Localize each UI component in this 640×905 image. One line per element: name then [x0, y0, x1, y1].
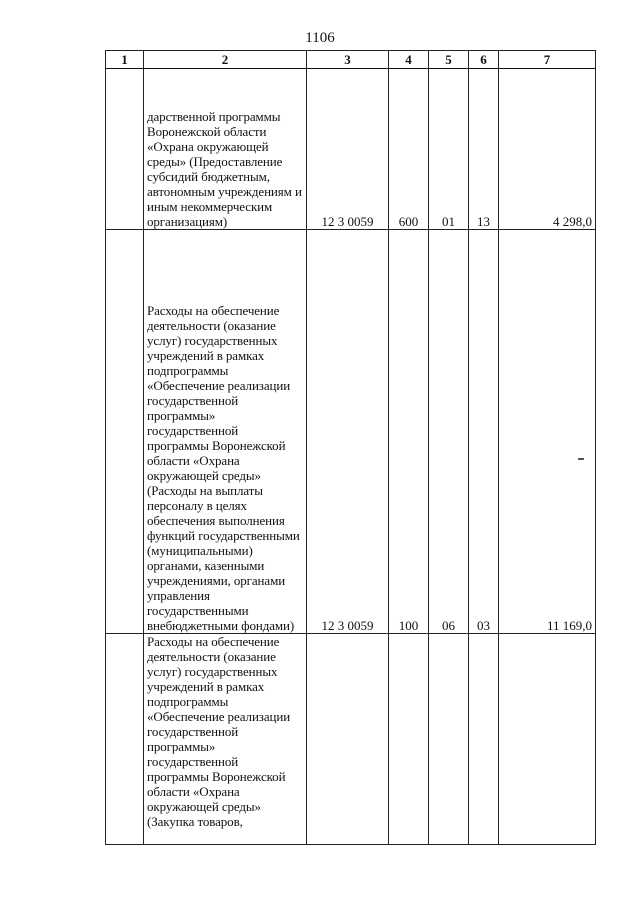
table-row [106, 69, 596, 230]
header-col-3: 3 [307, 51, 389, 69]
subsection-code: 03 [469, 230, 499, 634]
section-code [429, 634, 469, 845]
subsection-code: 13 [469, 69, 499, 230]
header-col-4: 4 [389, 51, 429, 69]
section-code: 06 [429, 230, 469, 634]
table-header-row [106, 51, 596, 69]
header-col-1: 1 [106, 51, 144, 69]
table-row [106, 230, 596, 634]
table-row [106, 634, 596, 845]
expense-description: дарственной программы Воронежской области «Охрана окружающей среды» (Предоставление субсидий бюджетным, автономным учреждениям и иным некоммерческим организациям) [144, 69, 307, 230]
target-article-code: 12 3 0059 [307, 230, 389, 634]
row-number [106, 69, 144, 230]
expense-type: 100 [389, 230, 429, 634]
expense-description: Расходы на обеспечение деятельности (оказание услуг) государственных учреждений в рамках подпрограммы «Обеспечение реализации государственной программы» государственной программы Воронежской области «Охрана окружающей среды» (Закупка товаров, [144, 634, 307, 845]
header-col-6: 6 [469, 51, 499, 69]
target-article-code: 12 3 0059 [307, 69, 389, 230]
expense-description: Расходы на обеспечение деятельности (оказание услуг) государственных учреждений в рамках подпрограммы «Обеспечение реализации государственной программы» государственной программы Воронежской области «Охрана окружающей среды» (Расходы на выплаты персоналу в целях обеспечения выполнения функций государственными (муниципальными) органами, казенными учреждениями, органами управления государственными внебюджетными фондами) [144, 230, 307, 634]
page-number: 1106 [305, 30, 335, 46]
section-code: 01 [429, 69, 469, 230]
target-article-code [307, 634, 389, 845]
header-col-2: 2 [144, 51, 307, 69]
header-col-7: 7 [499, 51, 596, 69]
header-col-5: 5 [429, 51, 469, 69]
amount: 11 169,0 [499, 230, 596, 634]
scan-artifact-mark [578, 458, 584, 460]
row-number [106, 230, 144, 634]
row-number [106, 634, 144, 845]
amount [499, 634, 596, 845]
expense-type: 600 [389, 69, 429, 230]
budget-table [105, 50, 596, 845]
subsection-code [469, 634, 499, 845]
amount: 4 298,0 [499, 69, 596, 230]
expense-type [389, 634, 429, 845]
